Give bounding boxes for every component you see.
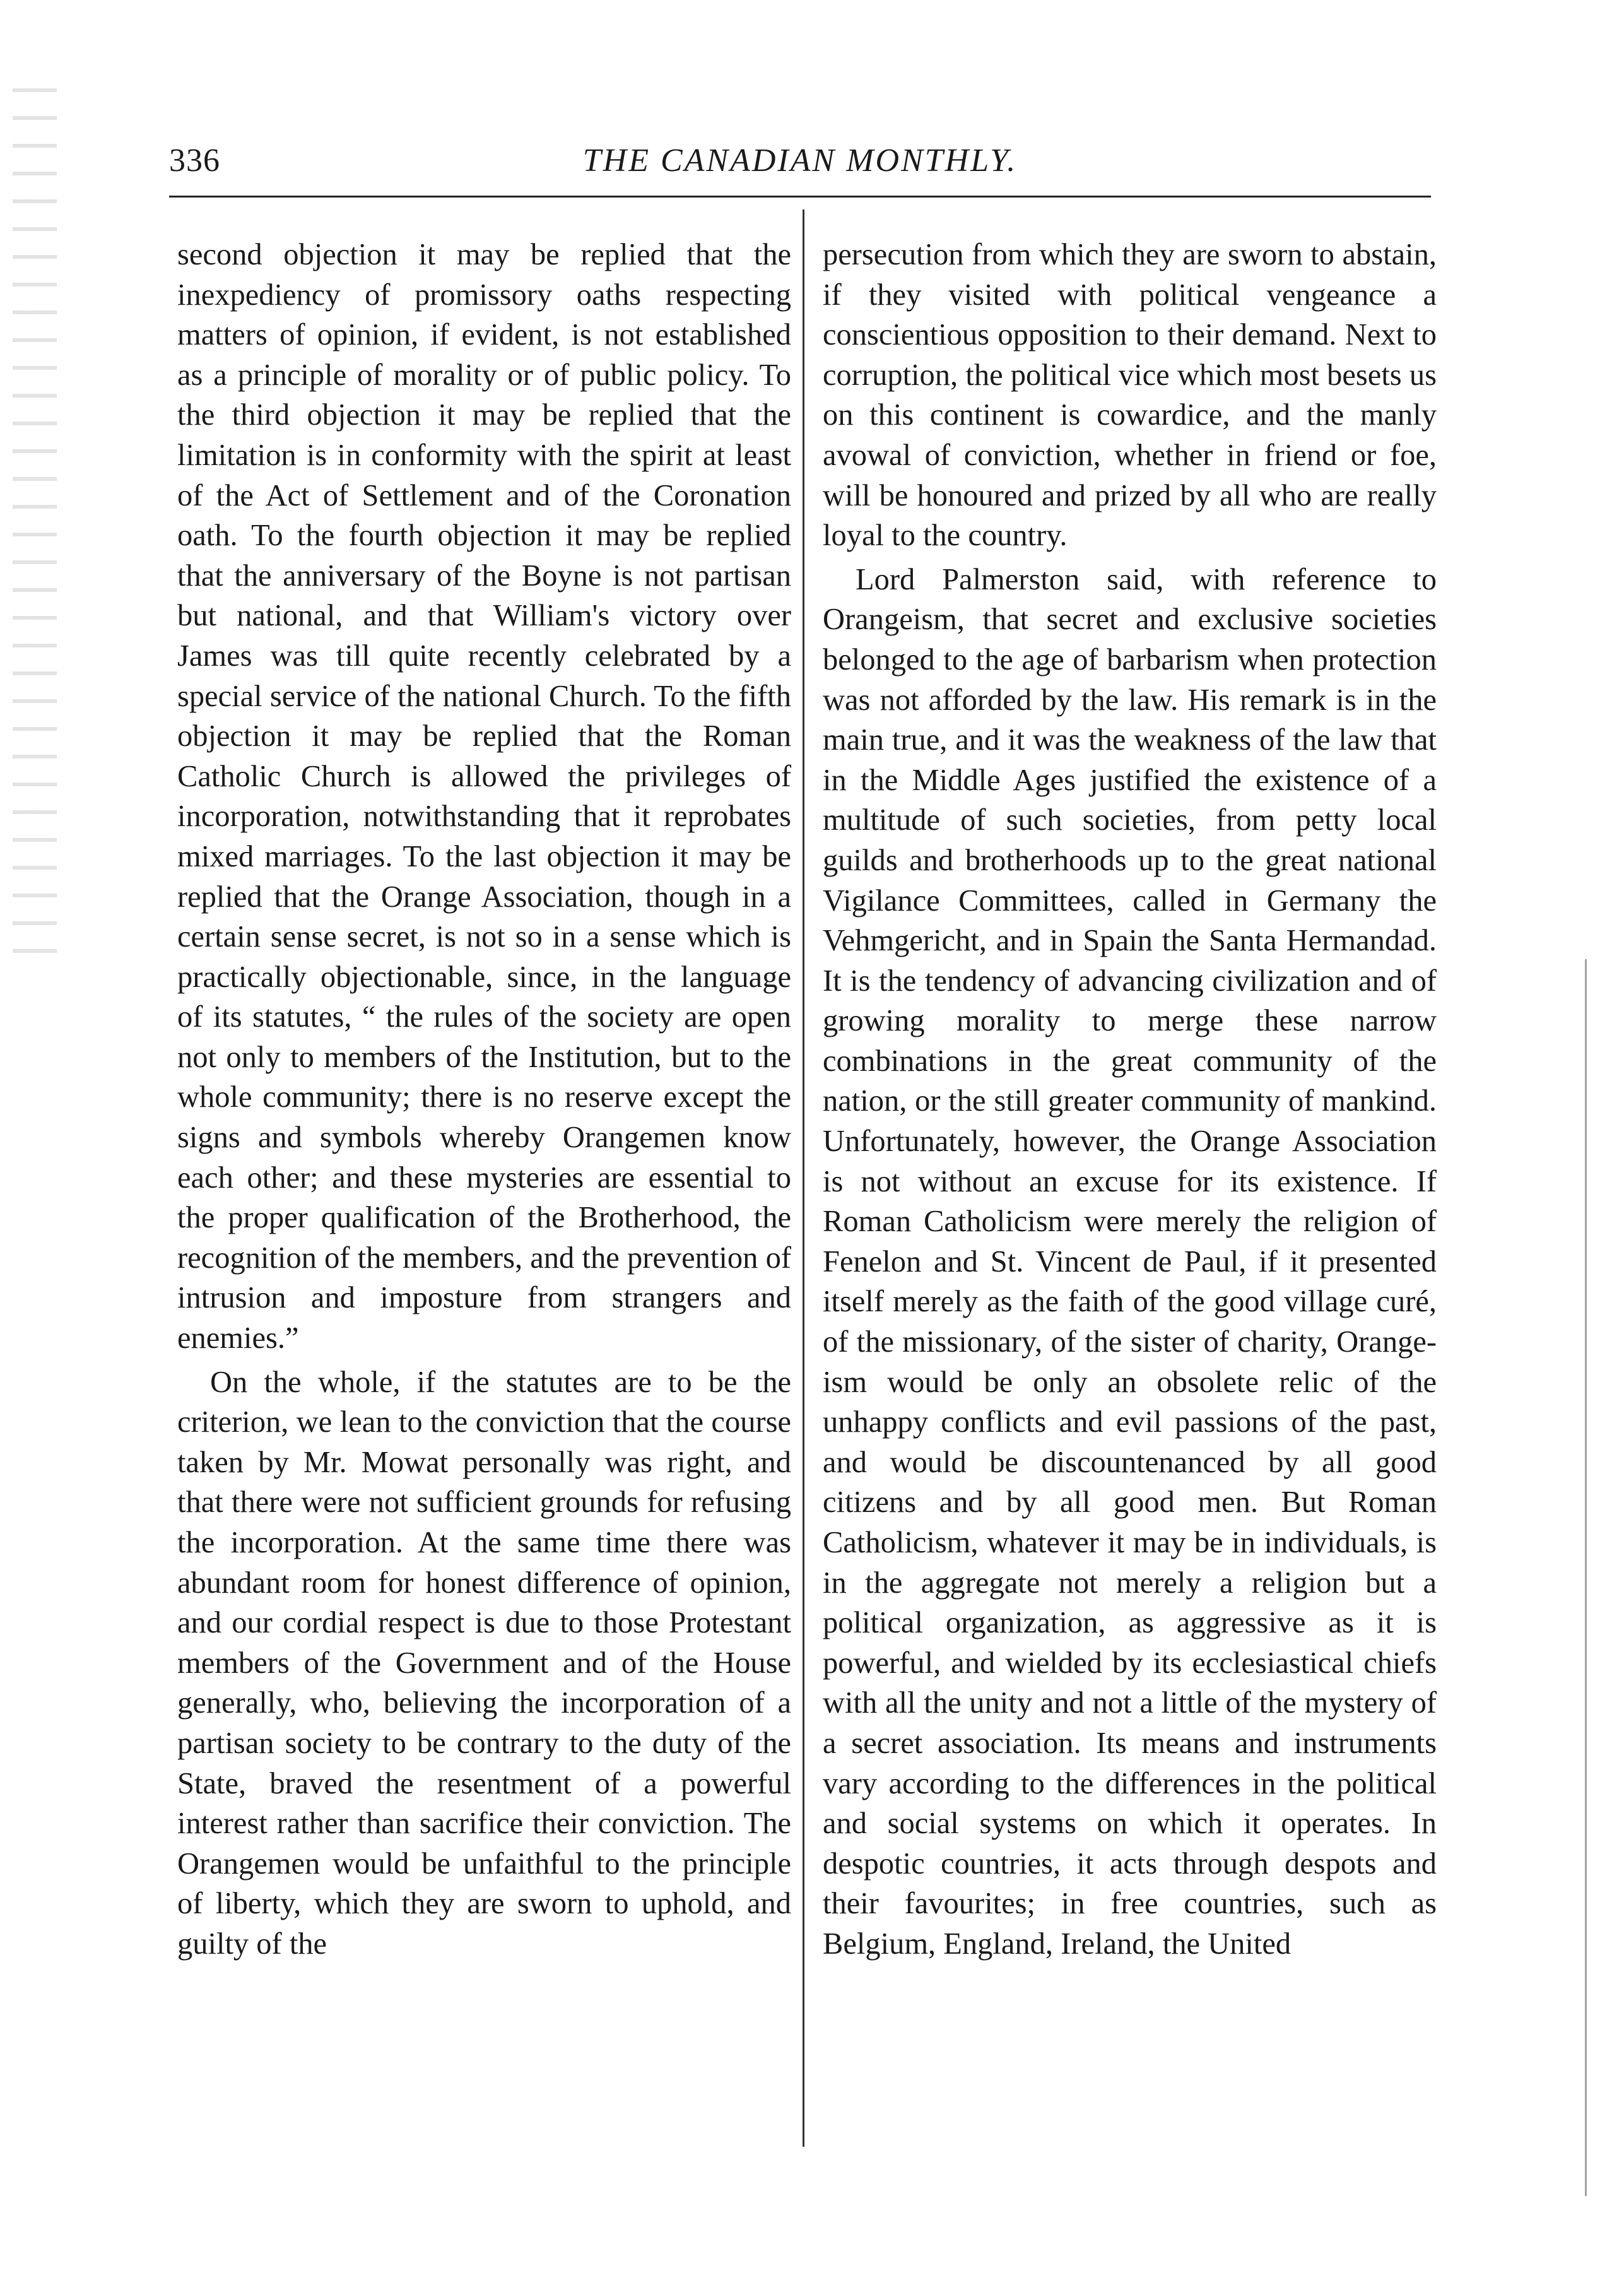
column-divider: [803, 210, 804, 2147]
right-column: [823, 235, 1437, 1964]
left-column: [177, 235, 791, 1964]
running-title: THE CANADIAN MONTHLY.: [582, 143, 1018, 179]
left-paragraph-2: On the whole, if the statutes are to be the criterion, we lean to the conviction that the course taken by Mr. Mowat personally was right, and that there were not sufficient grounds for refusing the incorporation. At the same time there was abundant room for honest difference of opinion, and our cordial respect is due to those Protestant members of the Government and of the House generally, who, believing the incorporation of a partisan society to be contrary to the duty of the State, braved the resentment of a powerful interest rather than sacrifice their conviction. The Orangemen would be unfaithful to the principle of liberty, which they are sworn to uphold, and guilty of the: [177, 1365, 791, 1961]
right-paragraph-2: Lord Palmerston said, with reference to Orangeism, that secret and exclusive societies belonged to the age of barbarism when protection was not afforded by the law. His remark is in the main true, and it was the weakness of the law that in the Middle Ages justified the existence of a multitude of such societies, from petty local guilds and brotherhoods up to the great national Vigilance Committees, called in Germany the Vehmgericht, and in Spain the Santa Hermandad. It is the tendency of advancing civilization and of growing morality to merge these narrow combinations in the great community of the nation, or the still greater community of mankind. Unfortunately, however, the Orange Association is not without an excuse for its existence. If Roman Catholicism were merely the religion of Fenelon and St. Vincent de Paul, if it presented itself merely as the faith of the good village curé, of the missionary, of the sister of charity, Orangeism would be only an obsolete relic of the unhappy conflicts and evil passions of the past, and would be discountenanced by all good citizens and by all good men. But Roman Catholicism, whatever it may be in individuals, is in the aggregate not merely a religion but a political organization, as aggressive as it is powerful, and wielded by its ecclesiastical chiefs with all the unity and not a little of the mystery of a secret association. Its means and instruments vary according to the differences in the political and social systems on which it operates. In despotic countries, it acts through despots and their favourites; in free countries, such as Belgium, England, Ireland, the United: [823, 562, 1437, 1961]
page-header: [169, 142, 1431, 192]
page-number: 336: [169, 143, 220, 179]
scan-margin-specks: [13, 88, 57, 972]
right-paragraph-1: persecution from which they are sworn to abstain, if they visited with political vengeance a conscientious opposition to their demand. Next to corruption, the political vice which most besets us on this continent is cowardice, and the manly avowal of conviction, whether in friend or foe, will be honoured and prized by all who are really loyal to the country.: [823, 238, 1437, 553]
header-rule: [169, 196, 1431, 198]
scan-margin-rule: [1585, 959, 1587, 2196]
left-paragraph-1: second objection it may be replied that the inexpediency of promissory oaths respecting matters of opinion, if evident, is not established as a principle of morality or of public policy. To the third objection it may be replied that the limitation is in conformity with the spirit at least of the Act of Settlement and of the Coronation oath. To the fourth objection it may be replied that the anniversary of the Boyne is not partisan but national, and that William's victory over James was till quite recently celebrated by a special service of the national Church. To the fifth objection it may be replied that the Roman Catholic Church is allowed the privileges of incorporation, notwithstanding that it reprobates mixed marriages. To the last objection it may be replied that the Orange Association, though in a certain sense secret, is not so in a sense which is practically objectionable, since, in the language of its statutes, “ the rules of the society are open not only to members of the Institution, but to the whole community; there is no reserve except the signs and symbols whereby Orangemen know each other; and these mysteries are essential to the proper qualification of the Brotherhood, the recognition of the members, and the prevention of intrusion and imposture from strangers and enemies.”: [177, 238, 791, 1355]
